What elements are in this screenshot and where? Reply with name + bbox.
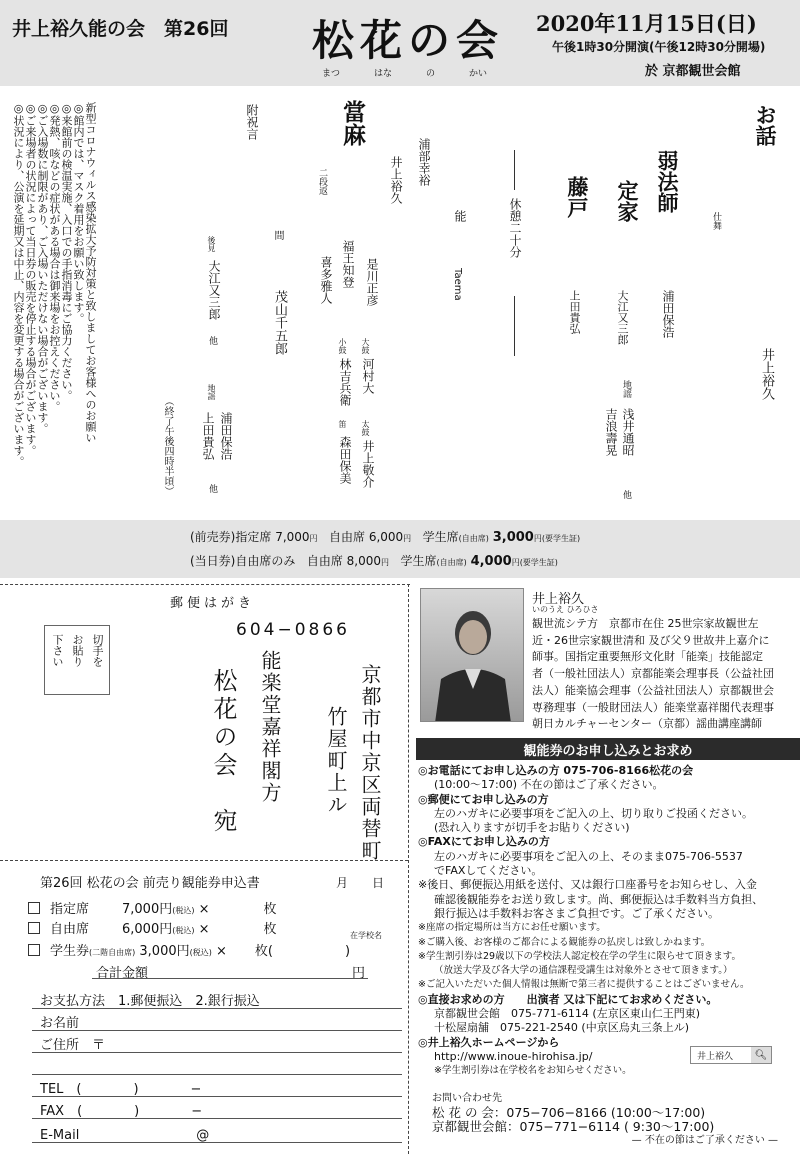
profile-ruby: いのうえ ひろひさ [532,605,599,614]
free-tax: (税込) [172,926,195,935]
notice-5: ◎ご入場数に制限があり、ご入場いただけない場合がございます。 [36,102,49,434]
bio-line: 師事。国指定重要無形文化財「能楽」技能認定 [532,650,763,664]
series-label: 井上裕久能の会 第26回 [12,18,229,40]
postcard-cut-top [0,584,410,585]
kouken: 大江又三郎 [207,260,221,320]
reserved-price: 7,000円 [122,902,173,917]
contact-label: お問い合わせ先 [432,1093,502,1104]
free-times: × [198,922,210,937]
ruby-3: の [426,69,436,79]
ticket-info-line: (10:00〜17:00) 不在の節はご了承ください。 [434,778,664,792]
shimai-title-2: 定家 [615,180,640,222]
email-field[interactable]: E-Mail @ [40,1128,210,1143]
owa-title: お話 [753,104,778,146]
advance-student-price: 3,000 [492,530,534,545]
event-date: 2020年11月15日(日) [536,11,757,36]
noh-shite-1: 浦部幸裕 [417,138,431,186]
free-price: 6,000円 [122,922,173,937]
contact-line-1: 松 花 の 会：075−706−8166 (10:00〜17:00) [432,1105,706,1120]
shimai-jiutai-1: 浅井通昭 [621,408,635,456]
ticket-info-line: (恐れ入りますが切手をお貼りください) [434,821,630,835]
sameday-student-note: (自由席) [436,558,467,567]
address-line-3: 能楽堂嘉祥閣方 [258,650,282,804]
hayashi-name-4: 森田保美 [338,436,352,484]
yen-4: 円 [381,558,390,567]
form-title: 第26回 松花の会 前売り観能券申込書 [40,876,260,891]
event-venue: 於 京都観世会館 [645,64,741,79]
ticket-info-line: ※ご購入後、お客様のご都合による観能券の払戻しは致しかねます。 [418,936,711,948]
ticket-info-line: （放送大学及び各大学の通信課程受講生は対象外とさせて頂きます。） [434,965,733,977]
contact-note: — 不在の節はご了承ください — [631,1135,778,1146]
ticket-info-line: 十松屋扇舗 075-221-2540 (中京区烏丸三条上ル) [434,1021,690,1035]
ticket-info-line: ※学生割引券は29歳以下の学校法人認定校在学の学生に限らせて頂きます。 [418,950,742,962]
address-underline-2 [32,1074,402,1075]
shimai-jiutai-label: 地謡 [621,380,631,398]
kyogen-label: 間 [272,230,283,240]
sameday-only: 自由席のみ [235,554,296,568]
student-checkbox[interactable] [28,944,40,956]
bio-line: 者（一般社団法人）京都能楽会理事長（公益社団 [532,667,774,681]
bio-line: 観世流シテ方 京都市在住 25世宗家故観世左 [532,617,759,630]
notice-1: 新型コロナウィルス感染拡大予防対策と致しましてお客様へのお願い [84,102,97,443]
ticket-info-line: 京都観世会館 075-771-6114 (左京区東山仁王門東) [434,1007,701,1021]
shimai-title-3: 藤戸 [565,176,590,218]
name-underline [32,1030,402,1031]
tel-field[interactable]: TEL ( ) − [40,1082,202,1097]
ticket-info-header: 観能券のお申し込みとお求め [416,738,800,760]
noh-shite-2: 井上裕久 [389,156,403,204]
ticket-info-line: ◎お電話にてお申し込みの方 075-706-8166松花の会 [418,764,694,777]
form-cut-line [0,860,408,861]
contact-line-2: 京都観世会館：075−771−6114 ( 9:30〜17:00) [432,1119,715,1134]
shimai-title-1: 弱法師 [655,150,680,213]
shimai-performer-1: 浦田保浩 [661,290,675,338]
yen-3: 円 [533,534,542,543]
student-tax: (税込) [189,948,212,957]
intermission-line-top [514,150,515,190]
student-cert-2: (要学生証) [519,558,558,567]
stamp-text-2: お貼り [71,634,84,667]
hayashi-role-1: 大鼓 [361,338,370,354]
ruby-1: まつ [322,69,341,79]
total-label: 合計金額 [96,966,149,981]
noh-label: 能 [453,210,467,222]
student-cert-1: (要学生証) [541,534,581,543]
ticket-info-line: ※後日、郵便振込用紙を送付、又は銀行口座番号をお知らせし、入金 [418,878,757,892]
stamp-text-3: 下さい [51,634,64,667]
stamp-text-1: 切手を [91,634,104,667]
ticket-info-line: 左のハガキに必要事項をご記入の上、切り取りご投函ください。 [434,806,753,820]
address-line-2: 竹屋町上ル [324,706,348,816]
advance-student-note: (自由席) [458,534,489,543]
search-text: 井上裕久 [697,1051,734,1062]
kouken-label: 後見 [207,236,216,252]
noh-jiutai-1: 浦田保浩 [219,412,233,460]
postal-label: 郵便はがき [170,596,256,611]
fax-field[interactable]: FAX ( ) − [40,1104,203,1119]
ticket-info-line: ◎直接お求めの方 出演者 又は下記にてお求めください。 [418,992,718,1006]
total-unit: 円 [352,966,366,981]
kouken-suffix: 他 [207,336,217,345]
bio-line: 朝日カルチャーセンター（京都）謡曲講座講師 [532,717,763,731]
postcard-cut-right [408,584,409,1154]
ticket-info-line: ※座席の指定場所は当方にお任せ願います。 [418,922,606,934]
ticket-info-line: ◎郵便にてお申し込みの方 [418,792,549,806]
title-ruby [322,66,487,79]
address-line-1: 京都市中京区両替町 [358,664,382,862]
hayashi-name-1: 河村大 [361,358,375,394]
hayashi-role-2: 太鼓 [361,420,370,436]
advance-student: 学生席 [422,530,459,544]
notice-2: ◎館内では、マスク着用をお願い致します。 [72,102,85,324]
bio-line: 法人）能楽協会理事（公益社団法人）京都観世会 [532,683,774,697]
noh-cast-3: 喜多雅人 [319,256,333,304]
intermission-line-bottom [514,296,515,356]
shimai-label: 仕舞 [711,212,721,230]
address-field[interactable]: ご住所 〒 [40,1038,106,1053]
profile-bio [532,616,794,733]
performer-photo [420,588,524,722]
form-row-reserved [28,898,277,917]
bio-line: 近・26世宗家観世清和 及び父９世故井上嘉介に [532,633,770,647]
advance-free: 自由席 6,000 [329,530,404,544]
email-underline [32,1142,402,1143]
advance-reserved: 指定席 7,000 [235,530,310,544]
bio-line: 専務理事（一般財団法人）能楽堂嘉祥閣代表理事 [532,700,774,714]
noh-jiutai-2: 上田貴弘 [201,412,215,460]
sameday-student-price: 4,000 [470,554,512,569]
form-row-student [28,940,350,959]
advance-prices [190,528,580,545]
student-unit: 枚( [254,944,273,959]
student-times: × [216,944,227,959]
form-date: 月 日 [336,876,385,890]
notice-4: ◎発熱、咳などの症状がある場合は御来場をお控えください。 [48,102,61,412]
profile-name: 井上裕久 [532,592,585,607]
shimai-jiutai-2: 吉浪壽晃 [604,408,618,456]
student-note: (二階自由席) [89,948,136,957]
ticket-info-line: ◎FAXにてお申し込みの方 [418,835,550,849]
price-band [0,520,800,578]
shimai-performer-2: 大江又三郎 [616,290,629,345]
stamp-box [44,625,110,695]
contact-info [432,1092,798,1148]
advance-label: (前売券) [190,530,236,544]
student-label: 学生券 [50,944,90,959]
fax-underline [32,1118,402,1119]
free-label: 自由席 [50,922,90,937]
total-underline [92,978,368,979]
reserved-unit: 枚 [263,902,277,917]
form-row-free [28,918,277,937]
noh-romaji: Taema [452,268,463,301]
reserved-times: × [198,902,210,917]
hayashi-name-2: 井上敬介 [361,440,375,488]
performer-silhouette [421,589,524,722]
ticket-info-line: 確認後観能券をお送り致します。尚、郵便振込は手数料当方負担、 [434,892,764,906]
student-close: ) [345,944,351,959]
yen-5: 円 [511,558,520,567]
reserved-checkbox[interactable] [28,902,40,914]
free-unit: 枚 [263,922,277,937]
noh-jiutai-suffix: 他 [207,484,217,493]
noh-cast-2: 福王知登 [341,240,355,288]
ticket-info-line: でFAXしてください。 [434,864,543,878]
ruby-2: はな [374,69,393,79]
noh-title: 當麻 [339,100,366,146]
hayashi-role-3: 小鼓 [338,338,347,354]
owa-performer: 井上裕久 [759,348,774,400]
shimai-performer-3: 上田貴弘 [568,290,581,334]
notice-6: ◎ご来場者の状況によって当日券の販売を停止する場合がございます。 [24,102,37,456]
payment-method[interactable]: お支払方法 1.郵便振込 2.銀行振込 [40,994,260,1009]
payment-underline [32,1008,402,1009]
ticket-info-line: ◎井上裕久ホームページから [418,1035,560,1049]
notice-3: ◎来館前の検温実施、入口での手指消毒にご協力ください。 [60,102,73,401]
shimai-jiutai-suffix: 他 [621,490,631,499]
noh-cast-1: 是川正彦 [365,258,379,306]
sameday-student: 学生席 [400,554,437,568]
sameday-free: 自由席 8,000 [306,554,382,568]
notices [12,102,110,467]
hayashi-role-4: 笛 [338,420,347,428]
intermission: 休憩二十分 [508,198,522,258]
sameday-prices [190,552,558,569]
student-price: 3,000円 [139,944,190,959]
noh-jiutai-label: 地謡 [207,384,216,400]
noh-subtitle: 二段返 [317,168,327,195]
ticket-info-line: 銀行振込は手数料お客さまご負担です。ご了承ください。 [434,906,720,920]
event-title: 松花の会 [312,16,505,65]
event-time: 午後1時30分開演(午後12時30分開場) [552,40,766,54]
yen-1: 円 [309,534,318,543]
reserved-tax: (税込) [172,906,195,915]
ruby-4: かい [469,69,488,79]
tel-underline [32,1096,402,1097]
ticket-info-line: ※ご記入いただいた個人情報は無断で第三者に提供することはございません。 [418,979,750,991]
reserved-label: 指定席 [50,902,90,917]
hayashi-name-3: 林吉兵衛 [338,358,352,406]
ticket-info-line[interactable]: http://www.inoue-hirohisa.jp/ [434,1049,593,1063]
kyogen-performer: 茂山千五郎 [272,290,287,355]
ticket-info-line: ※学生割引券は在学校名をお知らせください。 [434,1065,632,1077]
notice-7: ◎状況により、公演を延期又は中止、内容を変更する場合がございます。 [12,102,25,467]
end-time: （終了午後四時半頃） [162,396,173,496]
sameday-label: (当日券) [190,554,236,568]
tsukeshugen: 附祝言 [245,104,259,140]
name-field[interactable]: お名前 [40,1016,80,1031]
zip-code: 604−0866 [236,620,350,640]
ticket-info-line: 左のハガキに必要事項をご記入の上、そのまま075-706-5537 [434,849,743,863]
school-name-label: 在学校名 [350,931,382,940]
address-underline-1 [32,1052,402,1053]
free-checkbox[interactable] [28,922,40,934]
magnifier-icon[interactable]: 🔍︎ [751,1047,771,1063]
homepage-search-box[interactable] [690,1046,772,1064]
yen-2: 円 [403,534,412,543]
ticket-info [418,764,800,1079]
recipient: 松花の会 宛 [209,668,237,836]
